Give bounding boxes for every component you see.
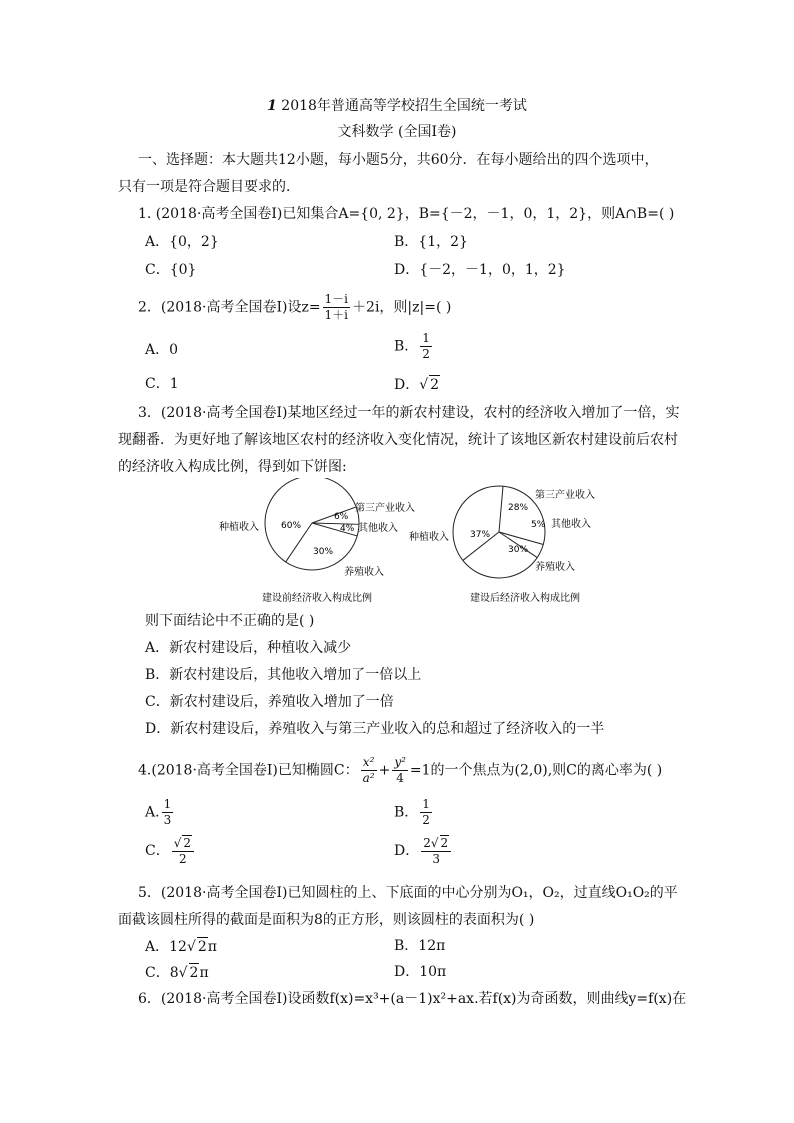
page-subtitle: 文科数学 (全国Ⅰ卷) xyxy=(337,124,457,140)
q3-option-c: C．新农村建设后，养殖收入增加了一倍 xyxy=(145,694,394,710)
q1-option-c: C．{0} xyxy=(145,262,197,278)
label-tertiary-before: 第三产业收入 xyxy=(355,503,415,514)
pct-breeding-before: 30% xyxy=(313,547,334,557)
pie-title-after: 建设后经济收入构成比例 xyxy=(470,593,580,604)
label-breeding-after: 养殖收入 xyxy=(535,562,575,573)
pct-other-before: 4% xyxy=(340,524,355,534)
pct-other-after: 5% xyxy=(531,520,546,530)
q5-option-d: D．10π xyxy=(394,964,447,980)
label-tertiary-after: 第三产业收入 xyxy=(535,490,595,501)
label-other-before: 其他收入 xyxy=(358,523,398,534)
q3-option-a: A．新农村建设后，种植收入减少 xyxy=(145,640,352,656)
q3-option-b: B．新农村建设后，其他收入增加了一倍以上 xyxy=(145,667,422,683)
question-3-line3: 的经济收入构成比例，得到如下饼图: xyxy=(118,459,347,475)
label-planting-after: 种植收入 xyxy=(409,532,449,543)
pie-slice-divider-tertiary xyxy=(499,486,503,532)
pct-planting-before: 60% xyxy=(281,521,302,531)
pie-title-before: 建设前经济收入构成比例 xyxy=(262,593,372,604)
question-6-line1: 6．(2018·高考全国卷Ⅰ)设函数f(x)=x³+(a－1)x²+ax.若f(x)为奇函数，则曲线y=f(x)在 xyxy=(138,991,687,1007)
question-3-line2: 现翻番．为更好地了解该地区农村的经济收入变化情况，统计了该地区新农村建设前后农村 xyxy=(118,432,678,448)
pie-chart-after xyxy=(453,486,545,578)
question-1-stem: 1. (2018·高考全国卷Ⅰ)已知集合A={0, 2}，B={－2，－1，0，1，2}，则A∩B=( ) xyxy=(138,206,675,222)
pct-tertiary-before: 6% xyxy=(334,512,349,522)
q5-option-c: C．8√ 2π xyxy=(145,965,209,981)
pie-slice-divider-other xyxy=(499,532,543,545)
q2-option-b: B． $\frac{1}{2}$ xyxy=(394,331,430,361)
pie-charts xyxy=(0,478,794,608)
q1-option-d: D．{－2，－1，0，1，2} xyxy=(394,262,566,278)
question-3-prompt: 则下面结论中不正确的是( ) xyxy=(145,613,315,629)
question-5-line2: 面截该圆柱所得的截面是面积为8的正方形，则该圆柱的表面积为( ) xyxy=(118,912,535,928)
section-instructions-line2: 只有一项是符合题目要求的． xyxy=(118,179,300,195)
q5-option-a: A．12√ 2π xyxy=(145,939,217,955)
q4-option-b: B． $\frac{1}{2}$ xyxy=(394,797,430,827)
q5-option-b: B．12π xyxy=(394,938,446,954)
q4-option-a: A. $\frac{1}{3}$ xyxy=(145,797,172,827)
pct-breeding-after: 30% xyxy=(508,545,529,555)
q2-option-c: C．1 xyxy=(145,376,179,392)
page-title: 1 2018年普通高等学校招生全国统一考试 xyxy=(267,98,527,114)
pct-planting-after: 37% xyxy=(470,530,491,540)
question-5-line1: 5．(2018·高考全国卷Ⅰ)已知圆柱的上、下底面的中心分别为O₁，O₂，过直线O₁O₂的平 xyxy=(138,885,678,901)
q1-option-b: B．{1，2} xyxy=(394,234,468,250)
q1-option-a: A．{0，2} xyxy=(145,234,219,250)
q4-option-c: C． $\frac{√ 2}{2}$ xyxy=(145,835,196,867)
q2-option-a: A．0 xyxy=(145,342,179,358)
question-2-stem: 2．(2018·高考全国卷Ⅰ)设z= $\frac{1-i}{1+i}$ ＋2i，则|z|=( ) xyxy=(138,292,452,322)
pct-tertiary-after: 28% xyxy=(508,503,529,513)
q2-option-d: D．√ 2 xyxy=(394,377,440,393)
question-3-line1: 3．(2018·高考全国卷Ⅰ)某地区经过一年的新农村建设，农村的经济收入增加了一倍，实 xyxy=(138,405,680,421)
fraction: $\frac{1-i}{1+i}$ xyxy=(324,292,349,322)
q3-option-d: D．新农村建设后，养殖收入与第三产业收入的总和超过了经济收入的一半 xyxy=(145,721,605,737)
label-other-after: 其他收入 xyxy=(551,519,591,530)
question-4-stem: 4.(2018·高考全国卷Ⅰ)已知椭圆C： $\frac{\text{x²}}{\text{a²}}$ + $\frac{\text{y²}}{4}$ =1的一个焦点为(2,0),则C的离心率为( ) xyxy=(138,755,663,785)
label-planting-before: 种植收入 xyxy=(219,522,259,533)
section-instructions-line1: 一、选择题：本大题共12小题，每小题5分，共60分．在每小题给出的四个选项中， xyxy=(138,152,659,168)
label-breeding-before: 养殖收入 xyxy=(344,567,384,578)
q4-option-d: D． $\frac{2√ 2}{3}$ xyxy=(394,835,453,867)
